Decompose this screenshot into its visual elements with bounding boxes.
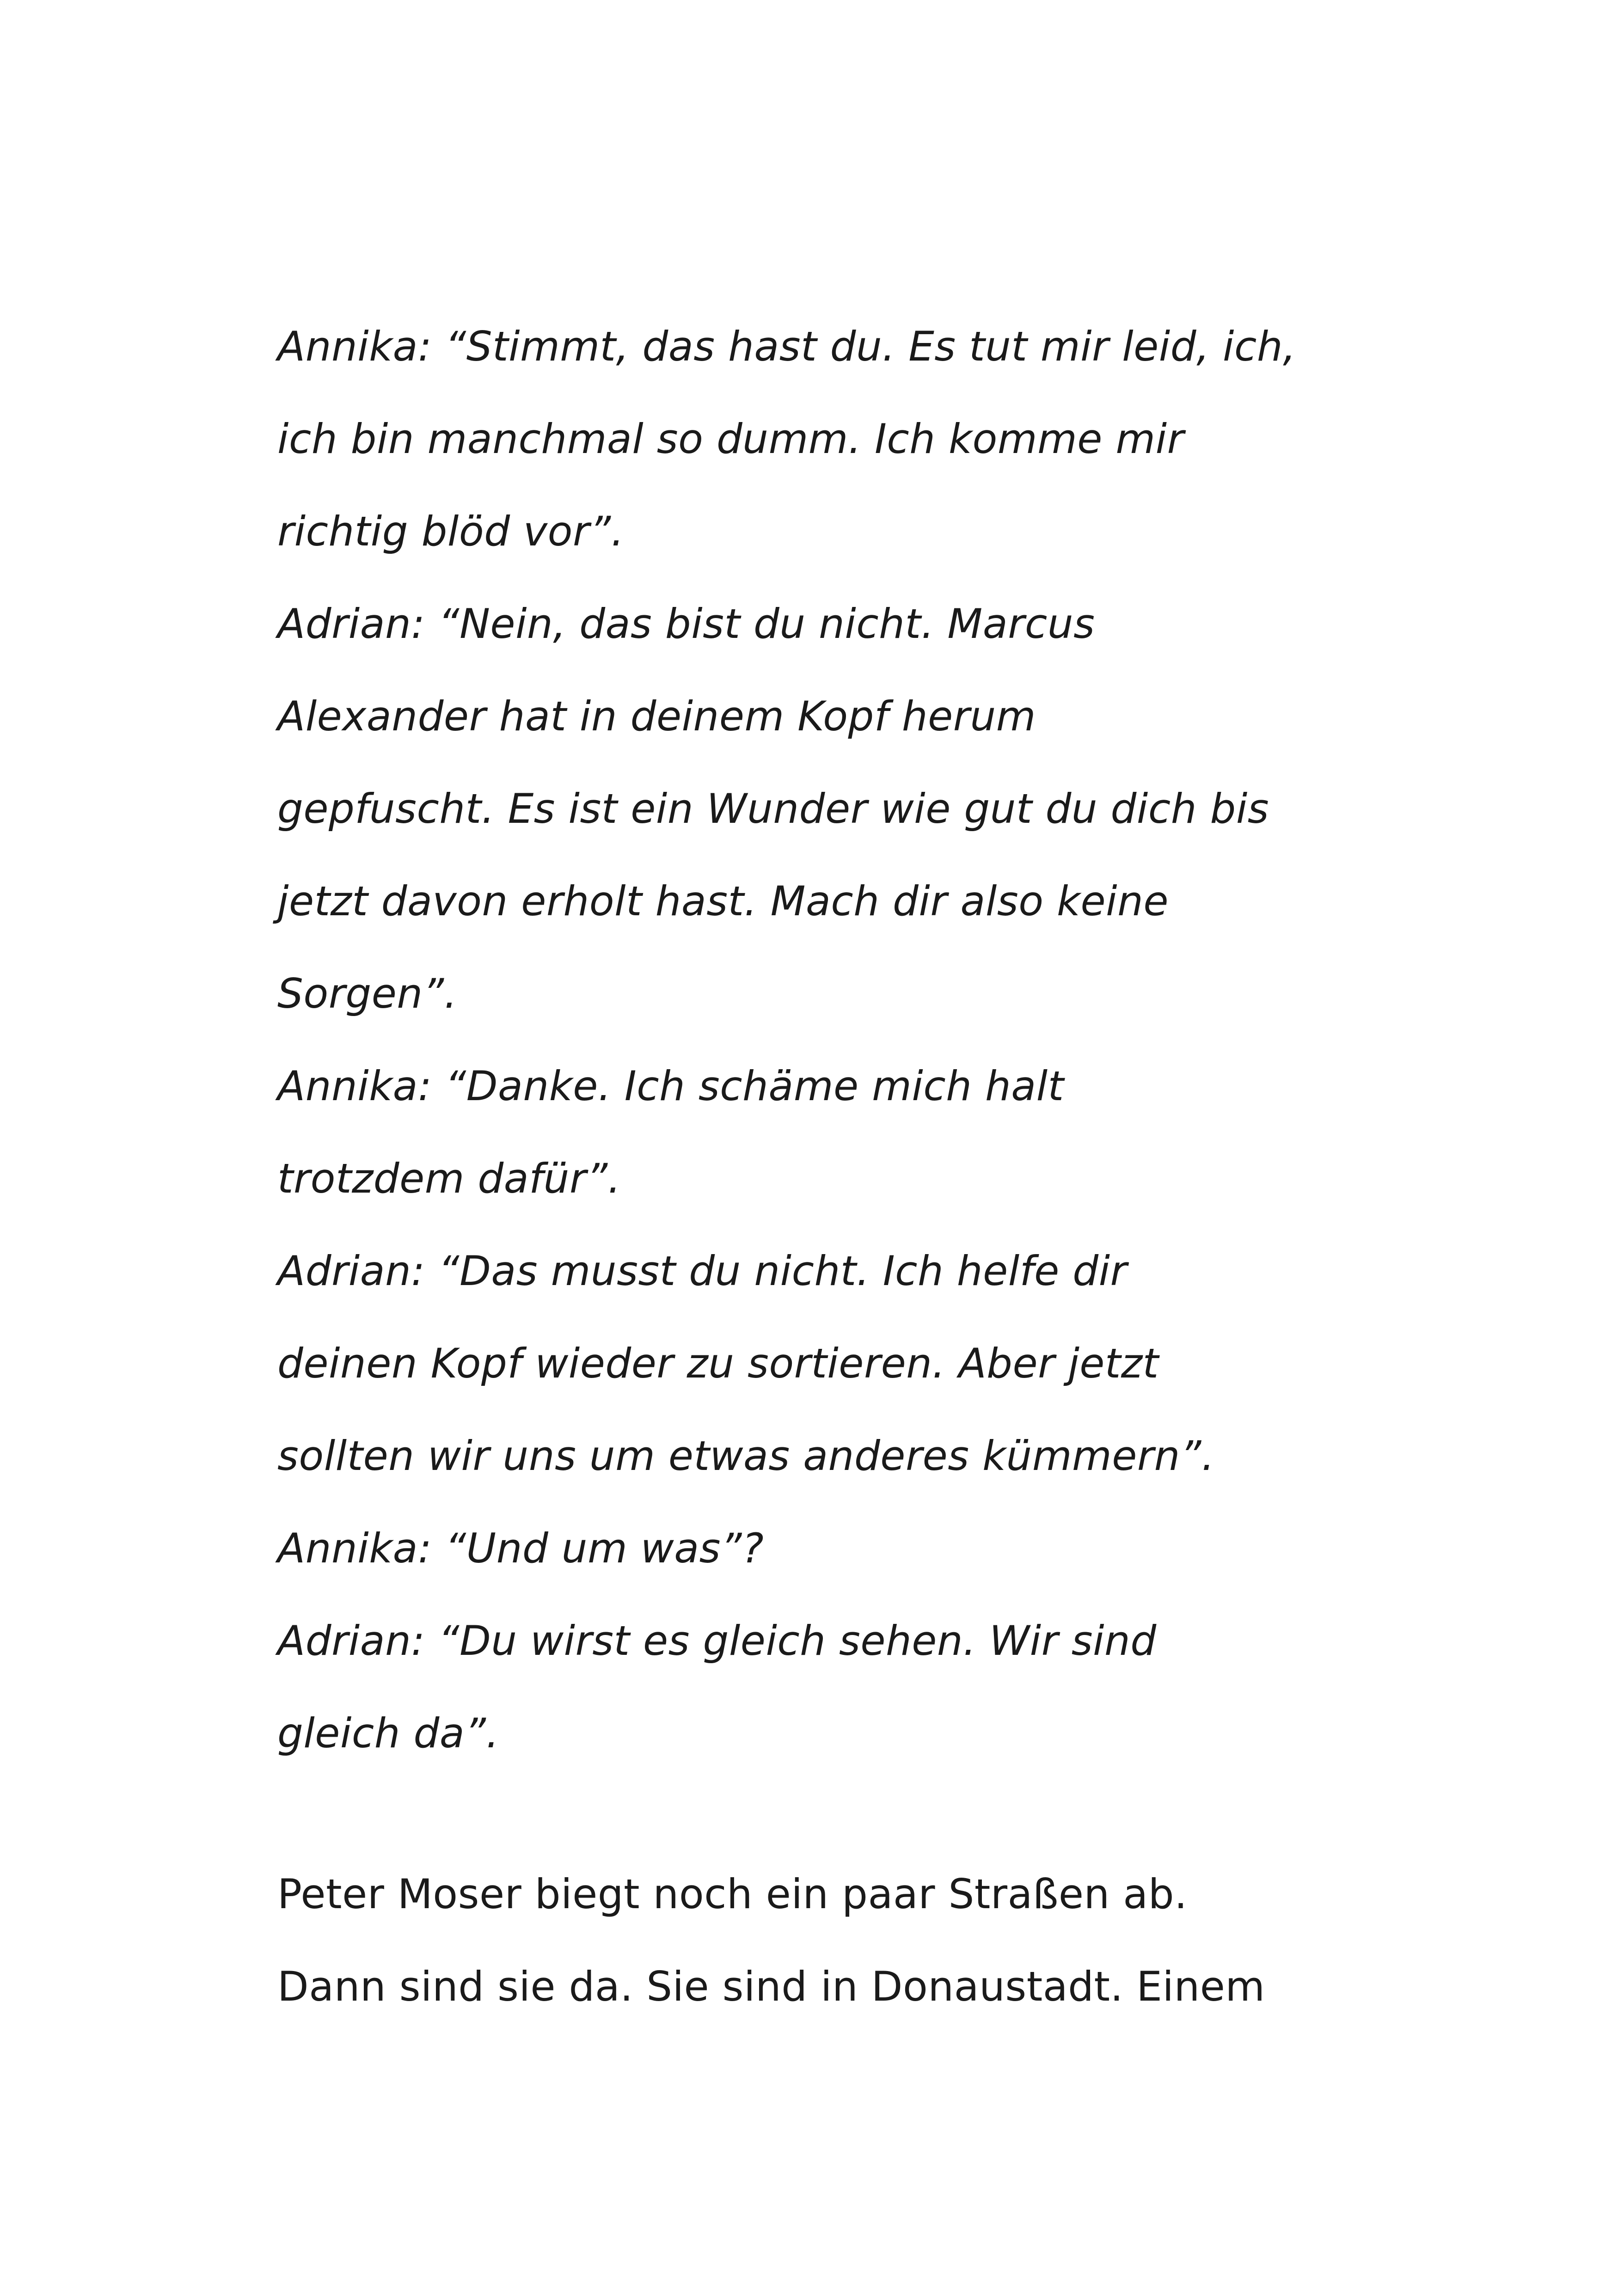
narration-line: Dann sind sie da. Sie sind in Donaustadt. Einem: [277, 1963, 1265, 2010]
dialogue-line: Annika: “Danke. Ich schäme mich halt: [277, 1062, 1064, 1110]
dialogue-line: richtig blöd vor”.: [277, 508, 625, 555]
dialogue-line: Adrian: “Nein, das bist du nicht. Marcus: [277, 600, 1095, 648]
dialogue-line: deinen Kopf wieder zu sortieren. Aber jetzt: [277, 1340, 1159, 1387]
dialogue-line: gepfuscht. Es ist ein Wunder wie gut du dich bis: [277, 785, 1269, 833]
dialogue-section: [277, 300, 1433, 1780]
dialogue-line: gleich da”.: [277, 1709, 499, 1757]
narration-paragraph: [277, 1848, 1433, 2033]
dialogue-line: sollten wir uns um etwas anderes kümmern”.: [277, 1432, 1215, 1480]
dialogue-line: trotzdem dafür”.: [277, 1155, 621, 1202]
dialogue-line: Adrian: “Das musst du nicht. Ich helfe dir: [277, 1247, 1128, 1295]
dialogue-line: Annika: “Und um was”?: [277, 1525, 764, 1572]
dialogue-line: Sorgen”.: [277, 970, 458, 1017]
dialogue-line: Adrian: “Du wirst es gleich sehen. Wir sind: [277, 1617, 1157, 1665]
narration-line: Peter Moser biegt noch ein paar Straßen ab.: [277, 1870, 1188, 1918]
dialogue-line: Annika: “Stimmt, das hast du. Es tut mir leid, ich,: [277, 323, 1296, 370]
dialogue-line: jetzt davon erholt hast. Mach dir also keine: [277, 877, 1169, 925]
dialogue-line: Alexander hat in deinem Kopf herum: [277, 692, 1036, 740]
dialogue-line: ich bin manchmal so dumm. Ich komme mir: [277, 415, 1184, 463]
